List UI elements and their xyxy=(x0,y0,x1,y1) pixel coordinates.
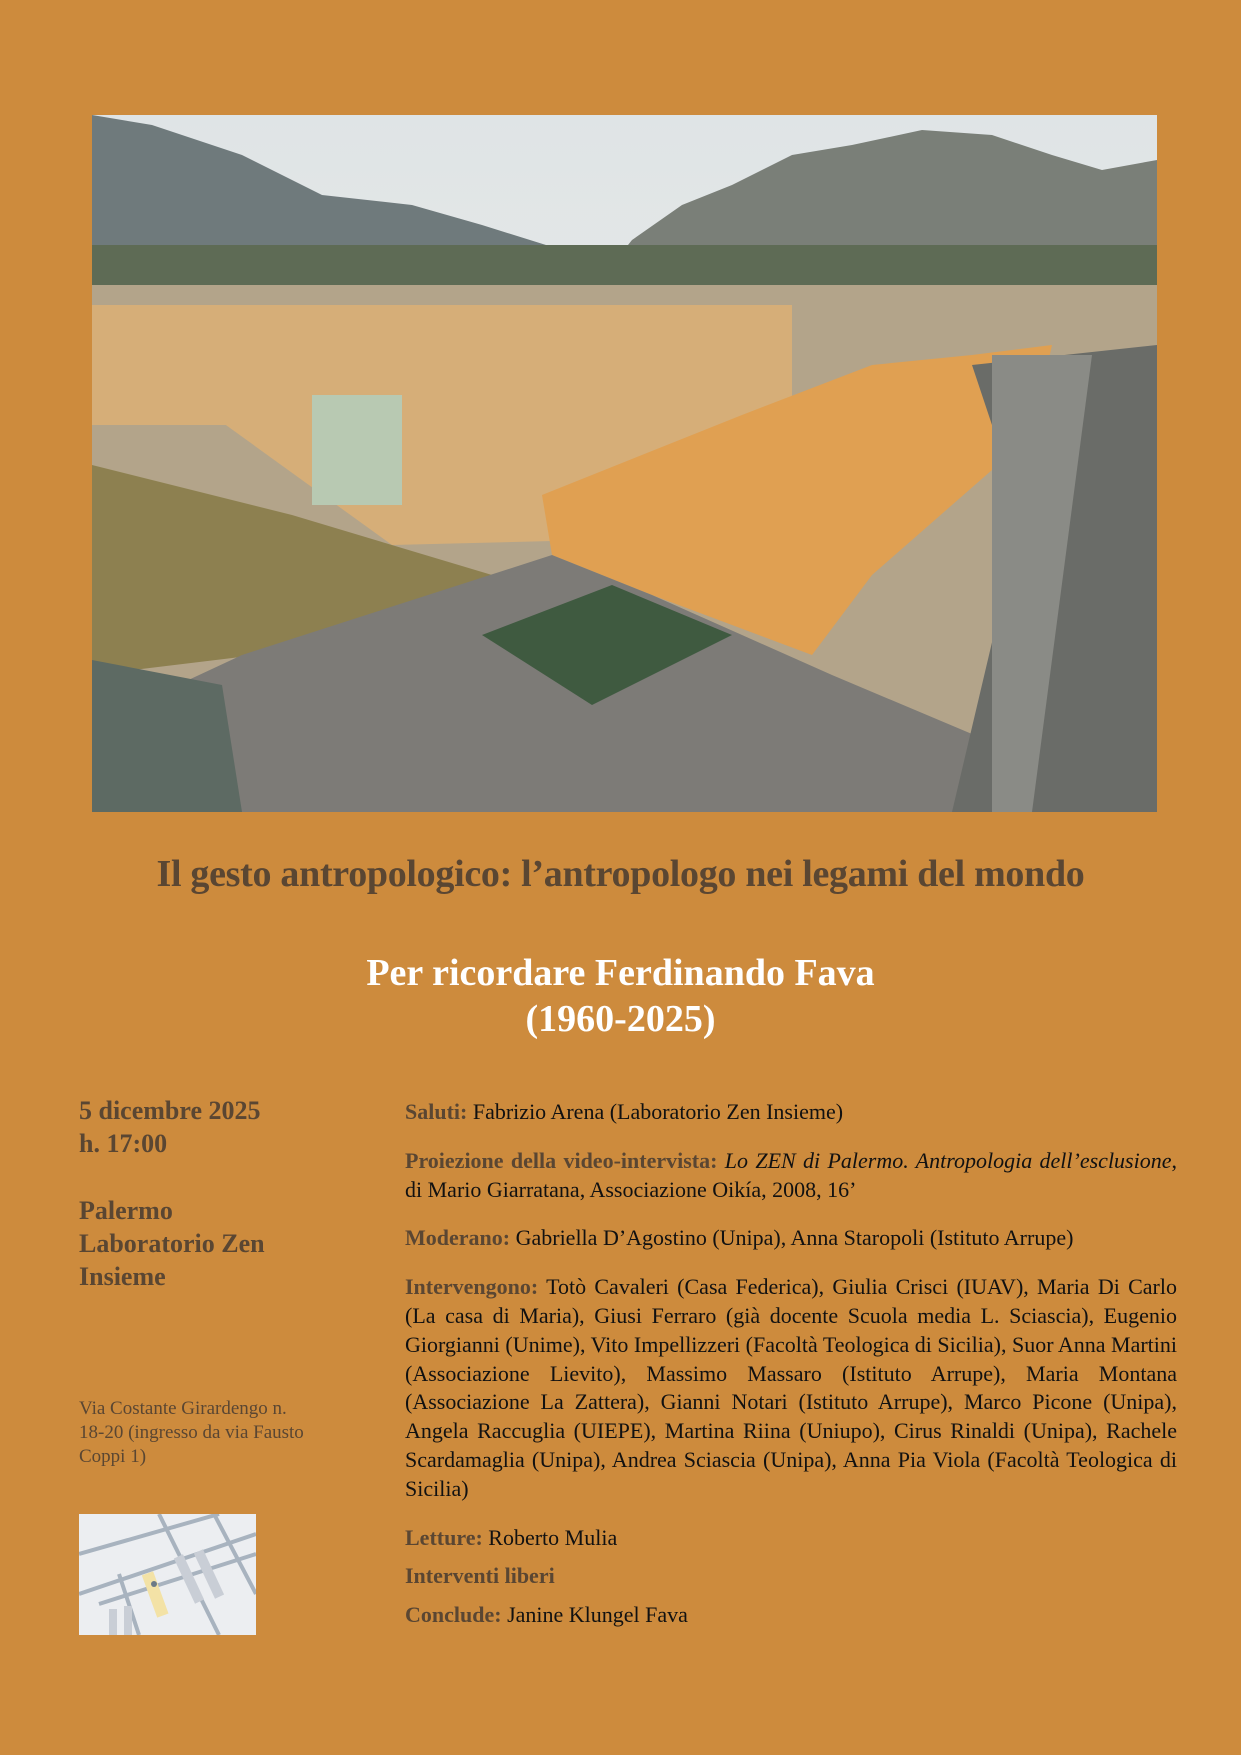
event-subtitle xyxy=(0,950,1241,1042)
program-saluti: Saluti: Fabrizio Arena (Laboratorio Zen Insieme) xyxy=(405,1099,844,1124)
event-datetime xyxy=(79,1094,379,1160)
subtitle-name: Per ricordare Ferdinando Fava xyxy=(366,952,875,994)
event-venue-line1: Laboratorio Zen xyxy=(79,1229,265,1258)
program-intervengono: Intervengono: Totò Cavaleri (Casa Federica), Giulia Crisci (IUAV), Maria Di Carlo (La casa di Maria), Giusi Ferraro (già docente Scuola media L. Sciascia), Eugenio Giorgianni (Unime), Vito Impellizzeri (Facoltà Teologica di Sicilia), Suor Anna Martini (Associazione Lievito), Massimo Massaro (Istituto Arrupe), Maria Montana (Associazione La Zattera), Gianni Notari (Istituto Arrupe), Marco Picone (Unipa), Angela Raccuglia (UIEPE), Martina Riina (Uniupo), Cirus Rinaldi (Unipa), Rachele Scardamaglia (Unipa), Andrea Sciascia (Unipa), Anna Pia Viola (Facoltà Teologica di Sicilia) xyxy=(405,1274,1177,1501)
event-date: 5 dicembre 2025 xyxy=(79,1096,261,1125)
program-moderano: Moderano: Gabriella D’Agostino (Unipa), Anna Staropoli (Istituto Arrupe) xyxy=(405,1225,1074,1251)
subtitle-years: (1960-2025) xyxy=(525,998,716,1040)
program-proiezione: Proiezione della video-intervista: Lo ZEN di Palermo. Antropologia dell’esclusione, di Mario Giarratana, Associazione Oikía, 2008, 16’ xyxy=(405,1147,1177,1202)
event-time: h. 17:00 xyxy=(79,1129,168,1158)
program-letture: Letture: Roberto Mulia xyxy=(405,1524,618,1550)
event-title: Il gesto antropologico: l’antropologo nei legami del mondo xyxy=(156,853,1085,895)
map-pin-icon xyxy=(151,1581,157,1587)
aerial-photo xyxy=(92,115,1157,812)
event-city: Palermo xyxy=(79,1196,173,1225)
event-address: Via Costante Girardengo n. 18-20 (ingresso da via Fausto Coppi 1) xyxy=(79,1398,304,1467)
program-conclude: Conclude: Janine Klungel Fava xyxy=(405,1602,688,1628)
event-venue-line2: Insieme xyxy=(79,1262,166,1291)
location-map xyxy=(79,1514,256,1635)
event-info xyxy=(79,1094,379,1293)
event-location xyxy=(79,1194,379,1293)
program xyxy=(405,1098,1177,1650)
program-interventi-liberi: Interventi liberi xyxy=(405,1563,555,1589)
